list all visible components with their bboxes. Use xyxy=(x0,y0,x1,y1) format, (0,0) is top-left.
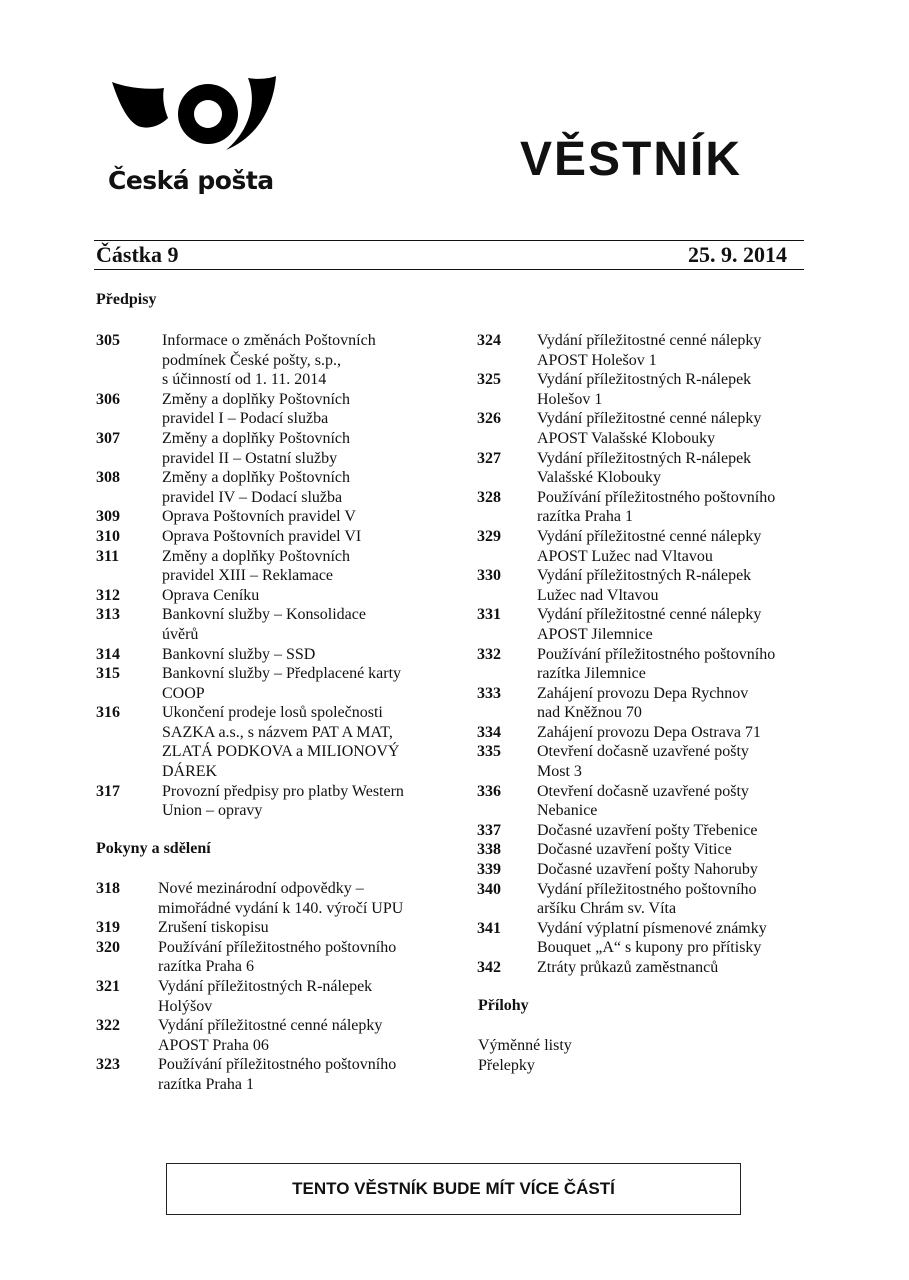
item-text-line: Vydání výplatní písmenové známky xyxy=(537,919,767,937)
item-number: 328 xyxy=(477,488,501,506)
item-text-line: Ztráty průkazů zaměstnanců xyxy=(537,959,719,976)
item-number: 342 xyxy=(477,959,501,976)
list-item xyxy=(477,449,807,488)
list-item xyxy=(477,821,807,841)
item-text-line: SAZKA a.s., s názvem PAT A MAT, xyxy=(162,723,393,741)
item-text-line: Bankovní služby – SSD xyxy=(162,645,316,663)
item-text-line: Změny a doplňky Poštovních xyxy=(162,469,350,487)
item-text-line: pravidel XIII – Reklamace xyxy=(162,567,334,585)
item-text-line: Oprava Poštovních pravidel VI xyxy=(162,527,362,545)
list-item xyxy=(477,527,807,566)
item-text-line: Vydání příležitostné cenné nálepky xyxy=(537,606,762,624)
list-item xyxy=(96,703,441,781)
item-text xyxy=(537,958,807,978)
pokyny-list-continued xyxy=(477,331,807,978)
list-item xyxy=(96,507,441,527)
item-text xyxy=(537,605,807,644)
item-text-line: DÁREK xyxy=(162,763,218,781)
list-item xyxy=(477,684,807,723)
item-number: 327 xyxy=(477,449,501,467)
item-text-line: Změny a doplňky Poštovních xyxy=(162,429,350,447)
item-text xyxy=(158,918,441,938)
item-text-line: Dočasné uzavření pošty Třebenice xyxy=(537,821,758,839)
item-text-line: Otevření dočasně uzavřené pošty xyxy=(537,782,749,800)
item-text-line: Používání příležitostného poštovního xyxy=(537,488,776,506)
list-item xyxy=(96,605,441,644)
item-text-line: pravidel II – Ostatní služby xyxy=(162,449,338,467)
item-text-line: Vydání příležitostných R-nálepek xyxy=(537,371,752,389)
item-number: 340 xyxy=(477,880,501,898)
item-text xyxy=(537,821,807,841)
item-number: 318 xyxy=(96,880,120,897)
item-text-line: s účinností od 1. 11. 2014 xyxy=(162,371,327,389)
item-text-line: razítka Praha 1 xyxy=(537,508,633,526)
predpisy-list xyxy=(96,331,441,821)
list-item xyxy=(96,977,441,1016)
item-text-line: Změny a doplňky Poštovních xyxy=(162,390,350,408)
item-text xyxy=(537,566,807,605)
item-text xyxy=(537,527,807,566)
item-text-line: ZLATÁ PODKOVA a MILIONOVÝ xyxy=(162,743,400,761)
item-number: 310 xyxy=(96,527,120,545)
item-text-line: podmínek České pošty, s.p., xyxy=(162,351,341,369)
item-text xyxy=(162,429,441,468)
item-text xyxy=(537,331,807,370)
item-text xyxy=(537,880,807,919)
item-number: 339 xyxy=(477,861,501,879)
item-number: 311 xyxy=(96,547,120,565)
list-item xyxy=(477,880,807,919)
item-text-line: Používání příležitostného poštovního xyxy=(158,938,397,956)
item-number: 338 xyxy=(477,841,501,859)
list-item xyxy=(477,409,807,448)
item-number: 334 xyxy=(477,723,501,741)
notice-text: TENTO VĚSTNÍK BUDE MÍT VÍCE ČÁSTÍ xyxy=(292,1179,615,1198)
item-text-line: Otevření dočasně uzavřené pošty xyxy=(537,743,749,761)
item-text-line: Dočasné uzavření pošty Vitice xyxy=(537,841,732,859)
item-number: 312 xyxy=(96,586,120,604)
item-text-line: Nebanice xyxy=(537,802,598,820)
item-text-line: razítka Praha 6 xyxy=(158,958,254,976)
list-item xyxy=(477,742,807,781)
item-number: 331 xyxy=(477,606,501,624)
notice-box xyxy=(166,1163,741,1215)
prilohy-list xyxy=(478,1036,572,1075)
item-number: 316 xyxy=(96,704,120,722)
item-text xyxy=(158,1055,441,1094)
item-number: 324 xyxy=(477,332,501,349)
item-text-line: Dočasné uzavření pošty Nahoruby xyxy=(537,861,758,879)
item-text xyxy=(537,840,807,860)
item-text xyxy=(162,527,441,547)
item-text-line: Oprava Poštovních pravidel V xyxy=(162,508,356,526)
item-text-line: razítka Jilemnice xyxy=(537,665,646,683)
item-text-line: Vydání příležitostné cenné nálepky xyxy=(537,332,762,349)
item-text-line: APOST Praha 06 xyxy=(158,1036,269,1054)
item-number: 341 xyxy=(477,919,501,937)
item-text-line: APOST Valašské Klobouky xyxy=(537,429,716,447)
item-text-line: Bankovní služby – Konsolidace xyxy=(162,606,366,624)
list-item xyxy=(477,958,807,978)
list-item xyxy=(96,468,441,507)
item-text xyxy=(158,977,441,1016)
item-number: 321 xyxy=(96,977,120,995)
item-text-line: razítka Praha 1 xyxy=(158,1075,254,1093)
item-text-line: mimořádné vydání k 140. výročí UPU xyxy=(158,899,404,917)
list-item xyxy=(96,390,441,429)
item-text xyxy=(158,879,441,918)
list-item xyxy=(477,919,807,958)
item-text xyxy=(158,938,441,977)
section-heading-prilohy: Přílohy xyxy=(478,997,529,1014)
list-item xyxy=(96,938,441,977)
item-text xyxy=(537,409,807,448)
item-text-line: Ukončení prodeje losů společnosti xyxy=(162,704,383,722)
issue-date: 25. 9. 2014 xyxy=(688,242,787,267)
item-text-line: Vydání příležitostných R-nálepek xyxy=(537,449,752,467)
list-item xyxy=(96,782,441,821)
list-item xyxy=(477,331,807,370)
item-number: 320 xyxy=(96,938,120,956)
item-text-line: Union – opravy xyxy=(162,802,263,820)
item-text xyxy=(162,645,441,665)
list-item xyxy=(96,331,441,390)
item-number: 329 xyxy=(477,527,501,545)
item-text-line: Zrušení tiskopisu xyxy=(158,919,269,937)
item-text-line: Valašské Klobouky xyxy=(537,469,661,487)
section-heading-predpisy: Předpisy xyxy=(96,291,157,308)
item-number: 317 xyxy=(96,782,120,800)
item-text xyxy=(162,586,441,606)
item-text xyxy=(162,703,441,781)
page-title: VĚSTNÍK xyxy=(520,133,743,186)
item-text-line: Vydání příležitostné cenné nálepky xyxy=(158,1017,383,1035)
item-text xyxy=(537,860,807,880)
item-text-line: Zahájení provozu Depa Ostrava 71 xyxy=(537,723,761,741)
item-number: 315 xyxy=(96,665,120,683)
item-text-line: Vydání příležitostných R-nálepek xyxy=(158,977,373,995)
list-item xyxy=(477,370,807,409)
list-item xyxy=(477,566,807,605)
item-text-line: Používání příležitostného poštovního xyxy=(537,645,776,663)
list-item xyxy=(96,586,441,606)
list-item xyxy=(477,840,807,860)
list-item xyxy=(477,782,807,821)
post-horn-icon xyxy=(108,74,278,164)
item-text xyxy=(158,1016,441,1055)
item-text-line: APOST Jilemnice xyxy=(537,625,653,643)
item-text xyxy=(537,488,807,527)
header-divider-top xyxy=(94,240,804,241)
item-text-line: Holýšov xyxy=(158,997,213,1015)
item-text-line: Holešov 1 xyxy=(537,390,603,408)
item-number: 309 xyxy=(96,508,120,526)
list-item xyxy=(477,645,807,684)
item-text-line: APOST Holešov 1 xyxy=(537,351,657,369)
list-item xyxy=(96,645,441,665)
item-text xyxy=(162,390,441,429)
item-text-line: aršíku Chrám sv. Víta xyxy=(537,900,677,918)
prilohy-item: Přelepky xyxy=(478,1056,535,1074)
item-text xyxy=(162,507,441,527)
item-text xyxy=(162,547,441,586)
item-number: 314 xyxy=(96,645,120,663)
item-text xyxy=(537,449,807,488)
item-number: 325 xyxy=(477,371,501,389)
list-item xyxy=(477,860,807,880)
list-item xyxy=(96,547,441,586)
item-number: 337 xyxy=(477,821,501,839)
item-text-line: Vydání příležitostných R-nálepek xyxy=(537,567,752,585)
item-text-line: Informace o změnách Poštovních xyxy=(162,332,376,349)
issue-number: Částka 9 xyxy=(96,242,179,267)
item-text-line: Vydání příležitostné cenné nálepky xyxy=(537,527,762,545)
item-text-line: Lužec nad Vltavou xyxy=(537,586,659,604)
list-item xyxy=(96,879,441,918)
item-number: 305 xyxy=(96,332,120,349)
item-text xyxy=(537,782,807,821)
list-item xyxy=(96,918,441,938)
item-number: 333 xyxy=(477,684,501,702)
item-text-line: pravidel I – Podací služba xyxy=(162,410,329,428)
header-divider-bottom xyxy=(94,269,804,270)
item-number: 330 xyxy=(477,567,501,585)
item-text-line: Nové mezinárodní odpovědky – xyxy=(158,880,364,897)
item-text xyxy=(537,684,807,723)
item-number: 326 xyxy=(477,410,501,428)
item-number: 323 xyxy=(96,1056,120,1074)
item-text-line: Zahájení provozu Depa Rychnov xyxy=(537,684,749,702)
item-text xyxy=(537,723,807,743)
item-text-line: Bankovní služby – Předplacené karty xyxy=(162,665,402,683)
item-text xyxy=(537,919,807,958)
list-item xyxy=(96,1016,441,1055)
item-number: 335 xyxy=(477,743,501,761)
list-item xyxy=(477,488,807,527)
item-number: 307 xyxy=(96,429,120,447)
item-text xyxy=(162,605,441,644)
item-text-line: nad Kněžnou 70 xyxy=(537,704,642,722)
item-number: 306 xyxy=(96,390,120,408)
item-number: 336 xyxy=(477,782,501,800)
item-text xyxy=(537,645,807,684)
list-item xyxy=(96,429,441,468)
item-number: 332 xyxy=(477,645,501,663)
logo-text: Česká pošta xyxy=(108,166,274,195)
ceska-posta-logo xyxy=(108,74,278,199)
item-text xyxy=(162,331,441,390)
item-text-line: Oprava Ceníku xyxy=(162,586,260,604)
item-text xyxy=(537,742,807,781)
list-item xyxy=(96,1055,441,1094)
item-text-line: Bouquet „A“ s kupony pro přítisky xyxy=(537,939,762,957)
item-text-line: pravidel IV – Dodací služba xyxy=(162,488,343,506)
item-text-line: Změny a doplňky Poštovních xyxy=(162,547,350,565)
item-number: 319 xyxy=(96,919,120,937)
item-number: 322 xyxy=(96,1017,120,1035)
item-number: 308 xyxy=(96,469,120,487)
item-text-line: APOST Lužec nad Vltavou xyxy=(537,547,713,565)
item-text-line: úvěrů xyxy=(162,625,199,643)
item-text xyxy=(162,468,441,507)
list-item xyxy=(477,723,807,743)
prilohy-item: Výměnné listy xyxy=(478,1037,572,1054)
item-text-line: Provozní předpisy pro platby Western xyxy=(162,782,404,800)
item-text-line: Vydání příležitostného poštovního xyxy=(537,880,757,898)
item-text-line: COOP xyxy=(162,684,205,702)
item-text xyxy=(537,370,807,409)
section-heading-pokyny: Pokyny a sdělení xyxy=(96,840,211,857)
item-number: 313 xyxy=(96,606,120,624)
item-text-line: Vydání příležitostné cenné nálepky xyxy=(537,410,762,428)
item-text-line: Používání příležitostného poštovního xyxy=(158,1056,397,1074)
list-item xyxy=(477,605,807,644)
list-item xyxy=(96,664,441,703)
pokyny-list xyxy=(96,879,441,1095)
item-text-line: Most 3 xyxy=(537,763,582,781)
item-text xyxy=(162,782,441,821)
item-text xyxy=(162,664,441,703)
list-item xyxy=(96,527,441,547)
